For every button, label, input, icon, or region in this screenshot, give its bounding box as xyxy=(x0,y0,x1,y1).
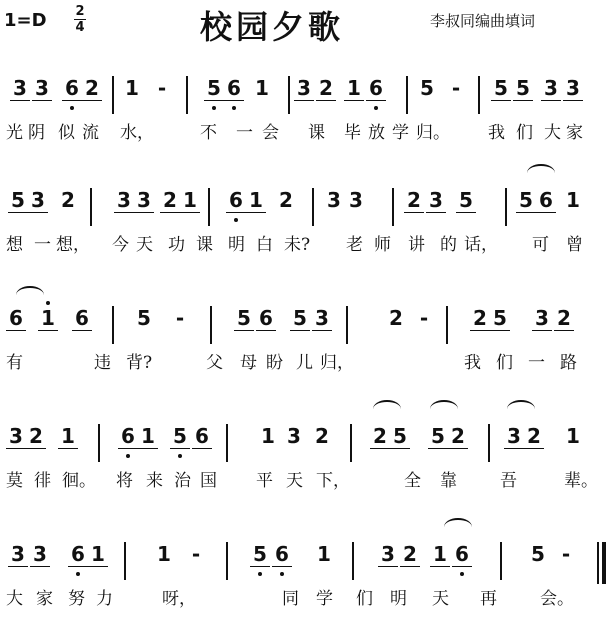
lyric-syllable: 下， xyxy=(316,471,350,491)
slur-mark xyxy=(373,400,401,418)
lyric-syllable: 努 xyxy=(68,589,85,609)
jianpu-note: 6 xyxy=(192,424,212,449)
lyric-syllable: 国 xyxy=(200,471,217,491)
lyric-syllable: 母 xyxy=(240,353,257,373)
lyric-syllable: 老 xyxy=(346,235,363,255)
jianpu-note: 3 xyxy=(349,188,363,212)
lyric-syllable: 徘 xyxy=(34,471,51,491)
lyric-syllable: 违 xyxy=(94,353,111,373)
jianpu-note: 2 xyxy=(524,424,544,449)
lyric-syllable: 来 xyxy=(146,471,163,491)
jianpu-note: 3 xyxy=(114,188,134,213)
jianpu-note: 1 xyxy=(255,76,269,100)
lyric-syllable: 同 xyxy=(282,589,299,609)
octave-low-dot xyxy=(234,218,238,222)
lyric-syllable: 天 xyxy=(286,471,303,491)
lyric-syllable: 靠 xyxy=(440,471,457,491)
jianpu-note: 5 xyxy=(250,542,270,567)
bar-line xyxy=(352,542,354,580)
lyric-syllable: 呀， xyxy=(162,589,196,609)
jianpu-note: 3 xyxy=(134,188,154,213)
lyric-syllable: 光 xyxy=(6,123,23,143)
jianpu-note: 5 xyxy=(234,306,254,331)
jianpu-note: 2 xyxy=(404,188,424,213)
jianpu-note: 3 xyxy=(532,306,552,331)
slur-mark xyxy=(527,164,555,182)
final-bar-thick xyxy=(602,542,606,584)
extension-dash: - xyxy=(561,542,571,566)
lyric-syllable: 会。 xyxy=(540,589,574,609)
lyric-syllable: 学 xyxy=(392,123,409,143)
lyric-syllable: 再 xyxy=(480,589,497,609)
bar-line xyxy=(124,542,126,580)
jianpu-note: 1 xyxy=(125,76,139,100)
lyric-syllable: 不 xyxy=(200,123,217,143)
jianpu-note: 2 xyxy=(389,306,403,330)
time-signature-bottom: 4 xyxy=(75,20,85,35)
jianpu-note: 1 xyxy=(58,424,78,449)
jianpu-note: 1 xyxy=(261,424,275,448)
bar-line xyxy=(98,424,100,462)
jianpu-note: 6 xyxy=(224,76,244,101)
composer-credit: 李叔同编曲填词 xyxy=(430,12,536,30)
lyric-syllable: 白 xyxy=(256,235,273,255)
lyric-syllable: 力 xyxy=(96,589,113,609)
jianpu-note: 1 xyxy=(317,542,331,566)
final-bar-thin xyxy=(597,542,599,584)
octave-low-dot xyxy=(212,106,216,110)
lyric-syllable: 家 xyxy=(36,589,53,609)
jianpu-note: 3 xyxy=(32,76,52,101)
music-line-3 xyxy=(0,306,607,392)
lyric-syllable: 徊。 xyxy=(62,471,96,491)
jianpu-note: 3 xyxy=(327,188,341,212)
lyric-syllable: 天 xyxy=(136,235,153,255)
music-line-5 xyxy=(0,542,607,628)
lyric-syllable: 话， xyxy=(464,235,498,255)
bar-line xyxy=(406,76,408,114)
bar-line xyxy=(392,188,394,226)
octave-high-dot xyxy=(46,301,50,305)
jianpu-note: 1 xyxy=(88,542,108,567)
lyric-syllable: 我 xyxy=(488,123,505,143)
jianpu-note: 5 xyxy=(516,188,536,213)
lyric-syllable: 想， xyxy=(56,235,90,255)
jianpu-note: 2 xyxy=(554,306,574,331)
jianpu-note: 3 xyxy=(312,306,332,331)
lyric-syllable: 儿 xyxy=(296,353,313,373)
lyric-syllable: 明 xyxy=(390,589,407,609)
lyric-syllable: 一 xyxy=(34,235,51,255)
jianpu-note: 2 xyxy=(400,542,420,567)
bar-line xyxy=(226,542,228,580)
jianpu-note: 6 xyxy=(226,188,246,213)
bar-line xyxy=(350,424,352,462)
jianpu-note: 1 xyxy=(157,542,171,566)
lyric-syllable: 莫 xyxy=(6,471,23,491)
bar-line xyxy=(346,306,348,344)
extension-dash: - xyxy=(175,306,185,330)
extension-dash: - xyxy=(451,76,461,100)
slur-mark xyxy=(444,518,472,536)
octave-low-dot xyxy=(280,572,284,576)
lyric-syllable: 归。 xyxy=(416,123,450,143)
slur-mark xyxy=(507,400,535,418)
lyric-syllable: 想 xyxy=(6,235,23,255)
lyric-syllable: 们 xyxy=(496,353,513,373)
lyric-syllable: 天 xyxy=(432,589,449,609)
lyric-syllable: 全 xyxy=(404,471,421,491)
time-signature-top: 2 xyxy=(75,4,85,19)
bar-line xyxy=(446,306,448,344)
music-line-2 xyxy=(0,188,607,274)
lyric-syllable: 似 xyxy=(58,123,75,143)
jianpu-note: 6 xyxy=(72,306,92,331)
lyric-syllable: 课 xyxy=(196,235,213,255)
jianpu-note: 2 xyxy=(315,424,329,448)
jianpu-note: 5 xyxy=(428,424,448,449)
jianpu-note: 5 xyxy=(513,76,533,101)
jianpu-note: 5 xyxy=(170,424,190,449)
lyric-syllable: 我 xyxy=(464,353,481,373)
bar-line xyxy=(288,76,290,114)
jianpu-note: 5 xyxy=(137,306,151,330)
jianpu-note: 1 xyxy=(344,76,364,101)
jianpu-note: 6 xyxy=(536,188,556,213)
lyric-syllable: 放 xyxy=(368,123,385,143)
jianpu-note: 1 xyxy=(138,424,158,449)
music-line-1 xyxy=(0,76,607,162)
lyric-syllable: 学 xyxy=(316,589,333,609)
bar-line xyxy=(226,424,228,462)
bar-line xyxy=(478,76,480,114)
bar-line xyxy=(90,188,92,226)
jianpu-note: 2 xyxy=(160,188,180,213)
jianpu-note: 3 xyxy=(30,542,50,567)
time-signature xyxy=(72,4,88,35)
octave-low-dot xyxy=(374,106,378,110)
lyric-syllable: 路 xyxy=(560,353,577,373)
jianpu-note: 1 xyxy=(38,306,58,331)
lyric-syllable: 阴 xyxy=(28,123,45,143)
jianpu-note: 3 xyxy=(563,76,583,101)
key-signature: 1=D xyxy=(4,10,47,31)
jianpu-note: 3 xyxy=(378,542,398,567)
lyric-syllable: 大 xyxy=(544,123,561,143)
jianpu-note: 3 xyxy=(287,424,301,448)
lyric-syllable: 父 xyxy=(206,353,223,373)
lyric-syllable: 功 xyxy=(168,235,185,255)
jianpu-note: 5 xyxy=(8,188,28,213)
jianpu-note: 5 xyxy=(390,424,410,449)
bar-line xyxy=(208,188,210,226)
lyric-syllable: 课 xyxy=(308,123,325,143)
lyric-syllable: 将 xyxy=(116,471,133,491)
lyric-syllable: 辈。 xyxy=(564,471,598,491)
lyric-syllable: 治 xyxy=(174,471,191,491)
jianpu-note: 2 xyxy=(470,306,490,331)
lyric-syllable: 们 xyxy=(516,123,533,143)
jianpu-note: 6 xyxy=(256,306,276,331)
extension-dash: - xyxy=(191,542,201,566)
jianpu-note: 1 xyxy=(246,188,266,213)
jianpu-note: 2 xyxy=(316,76,336,101)
lyric-syllable: 讲 xyxy=(408,235,425,255)
lyric-syllable: 归， xyxy=(320,353,354,373)
jianpu-note: 5 xyxy=(420,76,434,100)
bar-line xyxy=(500,542,502,580)
jianpu-note: 5 xyxy=(204,76,224,101)
jianpu-note: 2 xyxy=(279,188,293,212)
lyric-syllable: 盼 xyxy=(266,353,283,373)
octave-low-dot xyxy=(460,572,464,576)
lyric-syllable: 未? xyxy=(284,235,311,255)
jianpu-note: 5 xyxy=(531,542,545,566)
octave-low-dot xyxy=(258,572,262,576)
lyric-syllable: 曾 xyxy=(566,235,583,255)
bar-line xyxy=(112,76,114,114)
lyric-syllable: 大 xyxy=(6,589,23,609)
jianpu-note: 3 xyxy=(6,424,26,449)
jianpu-note: 6 xyxy=(272,542,292,567)
lyric-syllable: 家 xyxy=(566,123,583,143)
octave-low-dot xyxy=(70,106,74,110)
lyric-syllable: 今 xyxy=(112,235,129,255)
octave-low-dot xyxy=(76,572,80,576)
lyric-syllable: 的 xyxy=(440,235,457,255)
bar-line xyxy=(112,306,114,344)
jianpu-note: 3 xyxy=(28,188,48,213)
lyric-syllable: 可 xyxy=(532,235,549,255)
slur-mark xyxy=(430,400,458,418)
song-title: 校园夕歌 xyxy=(200,8,345,46)
lyric-syllable: 毕 xyxy=(344,123,361,143)
lyric-syllable: 平 xyxy=(256,471,273,491)
jianpu-note: 2 xyxy=(82,76,102,101)
jianpu-note: 3 xyxy=(541,76,561,101)
jianpu-note: 2 xyxy=(370,424,390,449)
extension-dash: - xyxy=(419,306,429,330)
jianpu-note: 6 xyxy=(68,542,88,567)
lyric-syllable: 们 xyxy=(356,589,373,609)
lyric-syllable: 吾 xyxy=(500,471,517,491)
jianpu-note: 1 xyxy=(430,542,450,567)
bar-line xyxy=(312,188,314,226)
jianpu-note: 6 xyxy=(62,76,82,101)
music-line-4 xyxy=(0,424,607,510)
lyric-syllable: 师 xyxy=(374,235,391,255)
lyric-syllable: 水， xyxy=(120,123,154,143)
jianpu-note: 5 xyxy=(491,76,511,101)
jianpu-note: 1 xyxy=(180,188,200,213)
jianpu-note: 2 xyxy=(448,424,468,449)
bar-line xyxy=(505,188,507,226)
jianpu-note: 1 xyxy=(566,424,580,448)
jianpu-note: 6 xyxy=(452,542,472,567)
octave-low-dot xyxy=(126,454,130,458)
jianpu-note: 2 xyxy=(26,424,46,449)
bar-line xyxy=(488,424,490,462)
bar-line xyxy=(186,76,188,114)
lyric-syllable: 会 xyxy=(262,123,279,143)
jianpu-note: 5 xyxy=(456,188,476,213)
lyric-syllable: 流 xyxy=(82,123,99,143)
lyric-syllable: 有 xyxy=(6,353,23,373)
slur-mark xyxy=(16,286,44,304)
extension-dash: - xyxy=(157,76,167,100)
jianpu-note: 2 xyxy=(61,188,75,212)
jianpu-note: 1 xyxy=(566,188,580,212)
bar-line xyxy=(210,306,212,344)
lyric-syllable: 一 xyxy=(236,123,253,143)
octave-low-dot xyxy=(178,454,182,458)
jianpu-note: 3 xyxy=(294,76,314,101)
jianpu-note: 3 xyxy=(426,188,446,213)
jianpu-note: 3 xyxy=(504,424,524,449)
jianpu-note: 5 xyxy=(290,306,310,331)
lyric-syllable: 一 xyxy=(528,353,545,373)
octave-low-dot xyxy=(232,106,236,110)
lyric-syllable: 明 xyxy=(228,235,245,255)
jianpu-note: 3 xyxy=(8,542,28,567)
lyric-syllable: 背? xyxy=(126,353,153,373)
jianpu-note: 6 xyxy=(6,306,26,331)
jianpu-note: 5 xyxy=(490,306,510,331)
jianpu-note: 3 xyxy=(10,76,30,101)
jianpu-note: 6 xyxy=(366,76,386,101)
jianpu-note: 6 xyxy=(118,424,138,449)
